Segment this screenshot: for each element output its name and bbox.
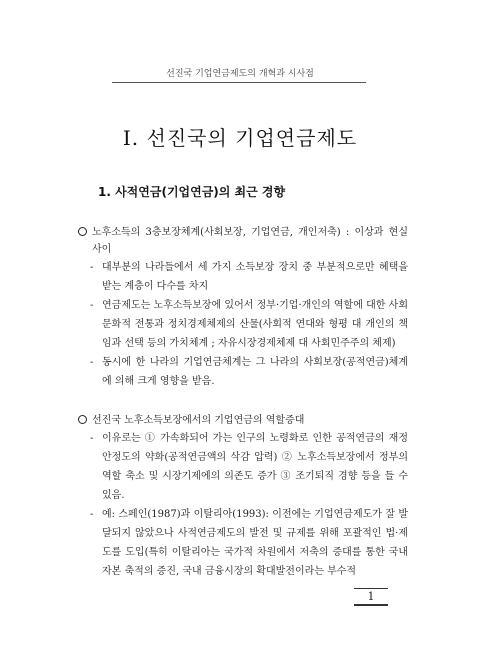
sub-item xyxy=(90,258,408,296)
header-rule xyxy=(112,82,366,83)
sub-text: 이유로는 ① 가속화되어 가는 인구의 노령화로 인한 공적연금의 재정 안정도의 약화(공적연금액의 삭감 압력) ② 노후소득보장에서 정부의 역할 축소 및 시장기제에의 의존도 증가 ③ 조기퇴직 경향 등을 들 수 있음. xyxy=(102,433,408,501)
dash-bullet-icon: - xyxy=(90,262,94,273)
chapter-title: Ⅰ. 선진국의 기업연금제도 xyxy=(122,126,358,150)
page-number xyxy=(354,588,388,606)
point-text: 노후소득의 3층보장체계(사회보장, 기업연금, 개인저축) : 이상과 현실 사이 xyxy=(92,227,408,255)
page-number-rule xyxy=(354,588,388,589)
sub-text: 대부분의 나라들에서 세 가지 소득보장 장치 중 부분적으로만 혜택을 받는 계층이 다수를 차지 xyxy=(102,262,408,292)
sub-text: 동시에 한 나라의 기업연금체계는 그 나라의 사회보장(공적연금)체계에 의해 크게 영향을 받음. xyxy=(102,357,408,387)
dash-bullet-icon: - xyxy=(90,357,94,368)
sub-item xyxy=(90,353,408,391)
sub-item xyxy=(90,296,408,353)
page-number-text: 1 xyxy=(367,590,375,603)
section-heading: 1. 사적연금(기업연금)의 최근 경향 xyxy=(98,185,286,199)
circle-bullet-icon xyxy=(78,415,87,424)
sub-item xyxy=(90,429,408,505)
dash-bullet-icon: - xyxy=(90,433,94,444)
sub-item xyxy=(90,505,408,581)
sub-text: 연금제도는 노후소득보장에 있어서 정부·기업·개인의 역할에 대한 사회문화적 전통과 정치경제체제의 산물(사회적 연대와 형평 대 개인의 책임과 선택 등의 가치체계 ; 자유시장경제체제 대 사회민주주의 체제) xyxy=(102,300,408,349)
point-item xyxy=(78,412,408,429)
point-block-2 xyxy=(78,412,408,581)
point-item xyxy=(78,224,408,258)
point-block-1 xyxy=(78,224,408,391)
dash-bullet-icon: - xyxy=(90,509,94,520)
running-header: 선진국 기업연금제도의 개혁과 시사점 xyxy=(166,69,314,79)
point-text: 선진국 노후소득보장에서의 기업연금의 역할증대 xyxy=(92,415,305,426)
sub-text: 예: 스페인(1987)과 이탈리아(1993): 이전에는 기업연금제도가 잘 발달되지 않았으나 사적연금제도의 발전 및 규제를 위해 포괄적인 법·제도를 도입(특히 이탈리아는 국가적 차원에서 저축의 증대를 통한 국내자본 축적의 증진, 국내 금융시장의 확대발전이라는 부수적 xyxy=(102,509,408,577)
dash-bullet-icon: - xyxy=(90,300,94,311)
page-number-rule xyxy=(354,604,388,606)
circle-bullet-icon xyxy=(78,227,87,236)
